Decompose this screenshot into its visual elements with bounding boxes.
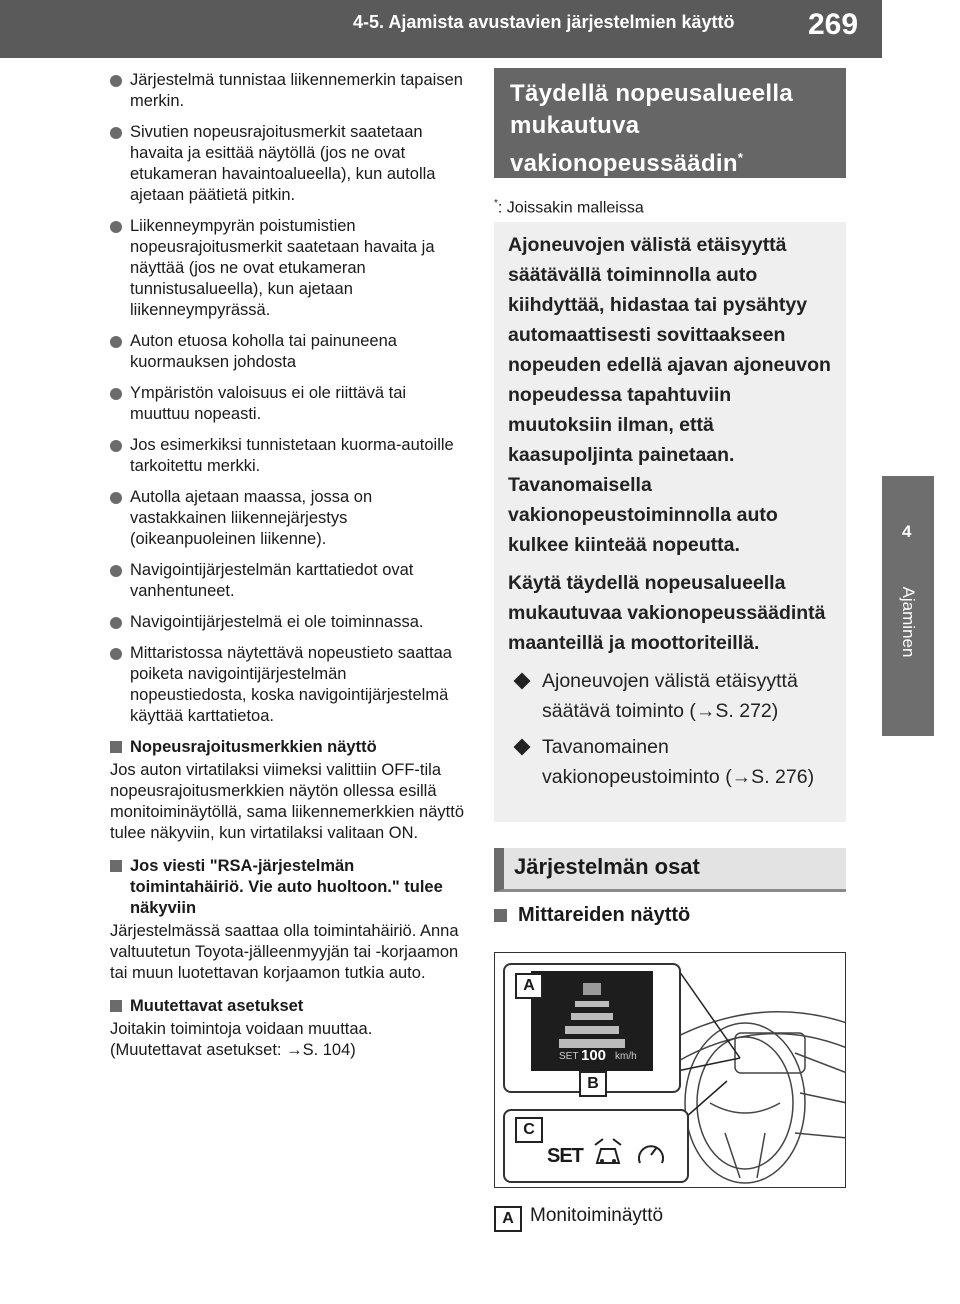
info-bullet: Tavanomainen vakionopeustoiminto (→S. 276) [508,732,832,792]
list-item: Auton etuosa koholla tai painuneena kuormauksen johdosta [110,331,466,373]
square-bullet-icon [110,860,122,872]
square-bullet-icon [110,1000,122,1012]
label-c: C [515,1117,543,1143]
list-item: Järjestelmä tunnistaa liikennemerkin tapaisen merkin. [110,70,466,112]
list-item: Autolla ajetaan maassa, jossa on vastakkainen liikennejärjestys (oikeanpuoleinen liikenne). [110,487,466,550]
bullet-icon [110,565,122,577]
section-title: 4-5. Ajamista avustavien järjestelmien käyttö [353,12,735,32]
diamond-bullet-icon [514,739,531,756]
distance-control-icon [591,1137,625,1169]
info-box [494,222,846,822]
chapter-number: 4 [902,522,912,541]
page-number: 269 [808,8,859,41]
bullet-icon [110,336,122,348]
subsection-heading: Jos viesti "RSA-järjestelmän toimintahäiriö. Vie auto huoltoon." tulee näkyviin [110,856,466,919]
diamond-bullet-icon [514,673,531,690]
list-item: Jos esimerkiksi tunnistetaan kuorma-autoille tarkoitettu merkki. [110,435,466,477]
instrument-figure [494,952,846,1188]
label-b: B [579,1071,607,1097]
caption-label: A [494,1206,522,1232]
list-item: Navigointijärjestelmän karttatiedot ovat vanhentuneet. [110,560,466,602]
set-indicator-icon: SET [547,1145,583,1167]
multi-info-display [531,971,653,1071]
list-item: Navigointijärjestelmä ei ole toiminnassa. [110,612,466,633]
set-indicator: SET [559,1051,579,1062]
list-item: Sivutien nopeusrajoitusmerkit saatetaan havaita ja esittää näytöllä (jos ne ovat etukameran havaintoalueella), kun autolla ajetaan päätietä pitkin. [110,122,466,206]
bullet-icon [110,388,122,400]
subsection-text: Joitakin toimintoja voidaan muuttaa. (Muutettavat asetukset: →S. 104) [110,1020,373,1059]
square-bullet-icon [110,741,122,753]
list-item: Mittaristossa näytettävä nopeustieto saattaa poiketa navigointijärjestelmän nopeustiedosta, koska navigointijärjestelmä käyttää karttatietoa. [110,643,466,727]
cruise-control-icon [635,1137,667,1169]
bullet-icon [110,492,122,504]
section-heading: Järjestelmän osat [494,848,846,892]
figure-caption: A Monitoiminäyttö [494,1204,663,1230]
left-column [110,70,466,1073]
subsection-heading: Nopeusrajoitusmerkkien näyttö [110,737,466,758]
list-item: Ympäristön valoisuus ei ole riittävä tai muuttuu nopeasti. [110,383,466,425]
bullet-icon [110,127,122,139]
speed-unit: km/h [615,1051,637,1062]
sub-heading: Mittareiden näyttö [494,904,690,927]
info-bullet: Ajoneuvojen välistä etäisyyttä säätävä toiminto (→S. 272) [508,666,832,726]
bullet-icon [110,221,122,233]
set-speed-value: 100 [581,1047,607,1064]
square-bullet-icon [494,909,507,922]
label-a: A [515,973,543,999]
feature-title-box: Täydellä nopeusalueella mukautuva vakionopeussäädin* [494,68,846,178]
info-paragraph: Ajoneuvojen välistä etäisyyttä säätävällä toiminnolla auto kiihdyttää, hidastaa tai pysähtyy automaattisesti sovittaakseen nopeuden edellä ajavan ajoneuvon nopeudessa tapahtuviin muutoksiin ilman, että kaasupoljinta painetaan. Tavanomaisella vakionopeustoiminnolla auto kulkee kiinteää nopeutta. [508,234,831,556]
footnote: *: Joissakin malleissa [494,198,644,217]
bullet-icon [110,648,122,660]
chapter-label: Ajaminen [899,586,918,658]
bullet-icon [110,440,122,452]
bullet-icon [110,75,122,87]
info-paragraph: Käytä täydellä nopeusalueella mukautuvaa vakionopeussäädintä maanteillä ja moottoriteillä. [508,572,826,654]
bullet-icon [110,617,122,629]
subsection-text: Järjestelmässä saattaa olla toimintahäiriö. Anna valtuutetun Toyota-jälleenmyyjän tai -korjaamon tai muun luotettavan korjaamon tutkia auto. [110,922,459,982]
subsection-heading: Muutettavat asetukset [110,996,466,1017]
list-item: Liikenneympyrän poistumistien nopeusrajoitusmerkit saatetaan havaita ja näyttää (jos ne ovat etukameran tunnistusalueella), kun ajetaan liikenneympyrässä. [110,216,466,321]
subsection-text: Jos auton virtatilaksi viimeksi valittiin OFF-tila nopeusrajoitusmerkkien näytön ollessa esillä monitoiminäytöllä, sama liikennemerkkien näyttö tulee näkyviin, kun virtatilaksi valitaan ON. [110,761,464,842]
